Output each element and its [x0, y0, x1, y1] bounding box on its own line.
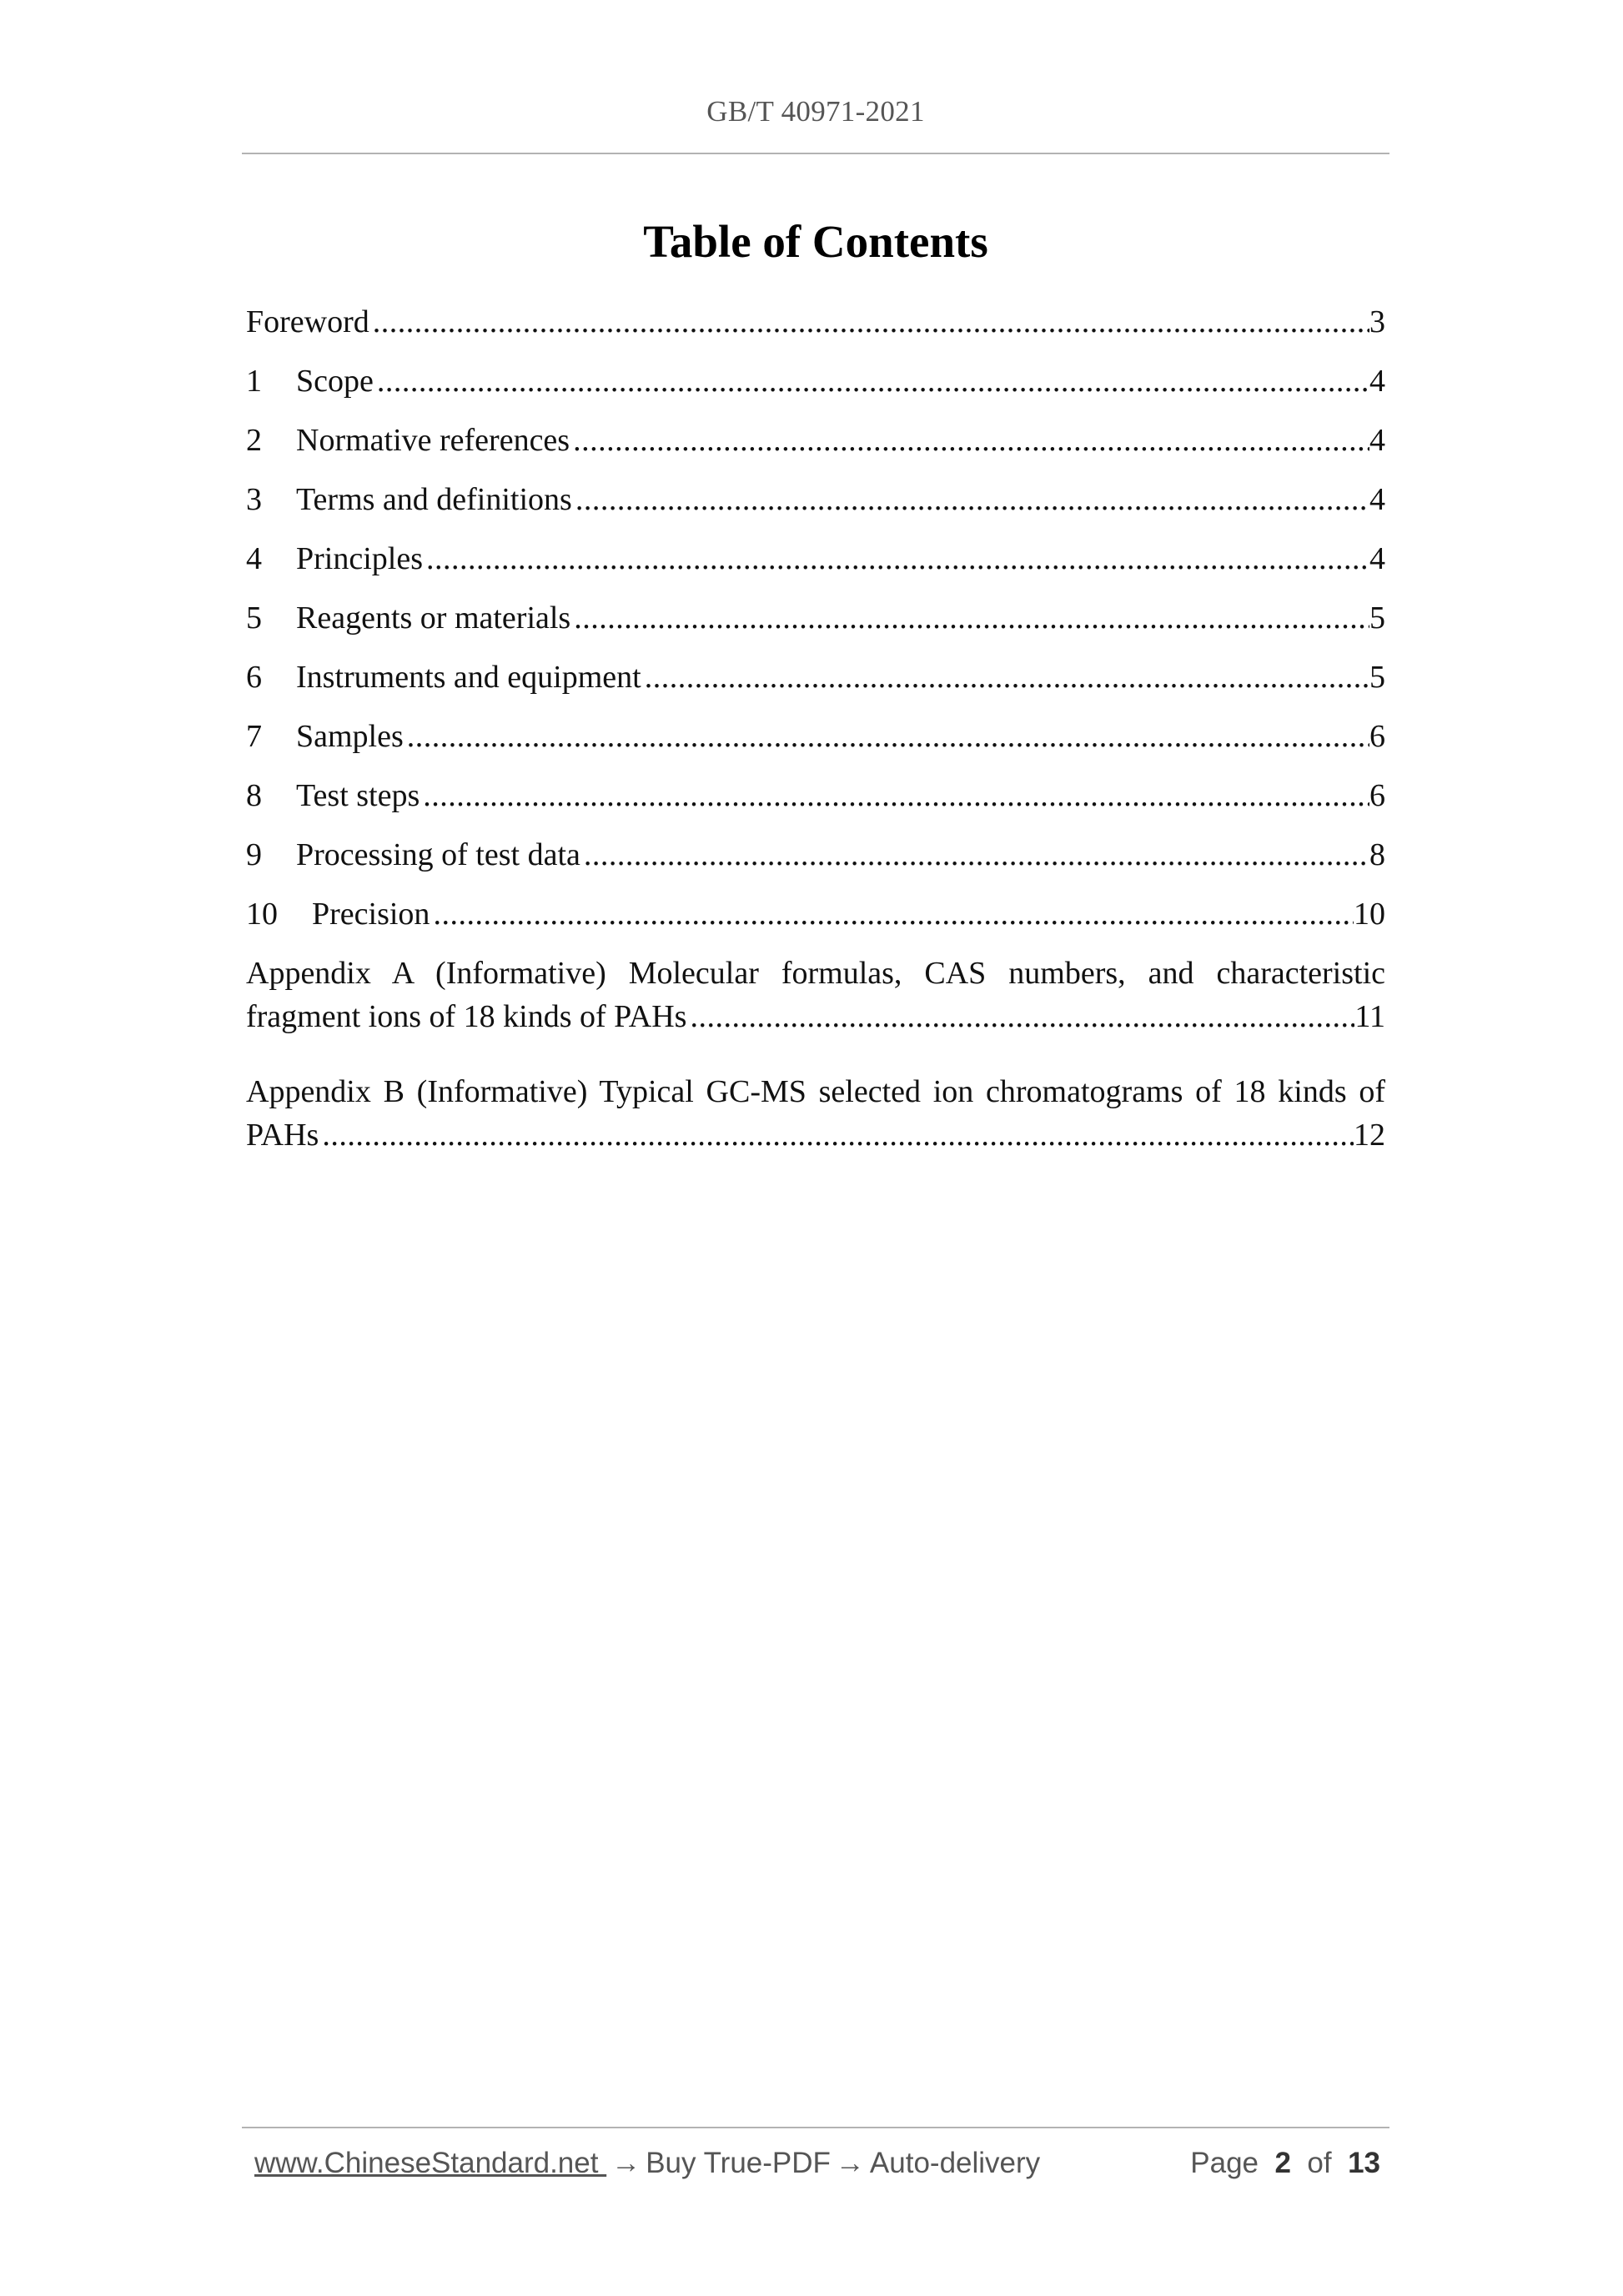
toc-entry-label: Appendix B (Informative) Typical GC-MS selected ion chromatograms of 18 kinds of: [246, 1074, 1385, 1109]
toc-entry-label: Terms and definitions: [296, 482, 572, 517]
buy-true-pdf-text: Buy True-PDF: [646, 2147, 831, 2179]
toc-entry-page: 4: [1369, 482, 1385, 517]
toc-entry-page: 5: [1369, 600, 1385, 636]
toc-entry-page: 5: [1369, 660, 1385, 695]
table-of-contents: [246, 300, 1385, 1188]
of-word: of: [1307, 2147, 1332, 2179]
current-page-number: 2: [1274, 2147, 1291, 2179]
page-title: Table of Contents: [643, 216, 988, 267]
toc-entry-number: 4: [246, 541, 262, 576]
toc-entry-page: 4: [1369, 541, 1385, 576]
toc-entry-label-continued: fragment ions of 18 kinds of PAHs: [246, 999, 687, 1034]
toc-entry-6[interactable]: [246, 656, 1385, 715]
toc-entry-number: 5: [246, 600, 262, 636]
toc-entry-appendix-b[interactable]: [246, 1070, 1385, 1188]
toc-entry-number: 1: [246, 364, 262, 399]
toc-entry-page: 6: [1369, 778, 1385, 813]
toc-entry-number: 9: [246, 837, 262, 872]
document-code: GB/T 40971-2021: [706, 95, 925, 128]
toc-entry-page: 8: [1369, 837, 1385, 872]
toc-entry-label: Normative references: [296, 423, 570, 458]
toc-entry-label: Scope: [296, 364, 374, 399]
total-page-number: 13: [1348, 2147, 1380, 2179]
dot-leader: [570, 596, 1369, 640]
toc-entry-label: Appendix A (Informative) Molecular formulas, CAS numbers, and characteristic: [246, 956, 1385, 991]
toc-entry-number: 10: [246, 897, 278, 932]
page-word: Page: [1190, 2147, 1259, 2179]
dot-leader: [686, 995, 1354, 1038]
toc-entry-7[interactable]: [246, 715, 1385, 774]
toc-entry-label: Test steps: [296, 778, 420, 813]
toc-entry-label: Foreword: [246, 304, 369, 339]
dot-leader: [420, 774, 1369, 817]
toc-entry-page: 4: [1369, 364, 1385, 399]
dot-leader: [570, 419, 1369, 462]
toc-entry-foreword[interactable]: [246, 300, 1385, 359]
dot-leader: [404, 715, 1369, 758]
toc-entry-number: 2: [246, 423, 262, 458]
header-divider: [242, 153, 1389, 154]
dot-leader: [369, 300, 1369, 344]
toc-entry-number: 3: [246, 482, 262, 517]
arrow-right-icon: →: [611, 2147, 641, 2179]
toc-entry-5[interactable]: [246, 596, 1385, 656]
toc-entry-number: 8: [246, 778, 262, 813]
toc-entry-label: Samples: [296, 719, 404, 754]
toc-entry-label: Precision: [312, 897, 430, 932]
toc-entry-8[interactable]: [246, 774, 1385, 833]
footer-promo: [254, 2147, 1040, 2180]
dot-leader: [423, 537, 1369, 580]
toc-entry-4[interactable]: [246, 537, 1385, 596]
toc-entry-label: Reagents or materials: [296, 600, 571, 636]
toc-entry-page: 4: [1369, 423, 1385, 458]
toc-entry-label: Instruments and equipment: [296, 660, 641, 695]
arrow-right-icon: →: [835, 2147, 865, 2179]
dot-leader: [572, 478, 1369, 521]
dot-leader: [641, 656, 1369, 699]
toc-entry-label: Processing of test data: [296, 837, 580, 872]
footer-divider: [242, 2127, 1389, 2128]
toc-entry-label: Principles: [296, 541, 423, 576]
toc-entry-page: 12: [1354, 1118, 1385, 1153]
dot-leader: [374, 359, 1369, 403]
toc-entry-page: 11: [1354, 999, 1385, 1034]
toc-entry-2[interactable]: [246, 419, 1385, 478]
page-counter: [1190, 2147, 1380, 2180]
toc-entry-number: 6: [246, 660, 262, 695]
toc-entry-number: 7: [246, 719, 262, 754]
toc-entry-10[interactable]: [246, 892, 1385, 952]
auto-delivery-text: Auto-delivery: [869, 2147, 1041, 2179]
toc-entry-page: 6: [1369, 719, 1385, 754]
toc-entry-page: 3: [1369, 304, 1385, 339]
dot-leader: [319, 1113, 1354, 1157]
toc-entry-page: 10: [1354, 897, 1385, 932]
toc-entry-1[interactable]: [246, 359, 1385, 419]
toc-entry-appendix-a[interactable]: [246, 952, 1385, 1070]
dot-leader: [580, 833, 1369, 877]
toc-entry-label-continued: PAHs: [246, 1118, 319, 1153]
website-link[interactable]: www.ChineseStandard.net: [254, 2147, 607, 2179]
dot-leader: [430, 892, 1354, 936]
toc-entry-3[interactable]: [246, 478, 1385, 537]
toc-entry-9[interactable]: [246, 833, 1385, 892]
